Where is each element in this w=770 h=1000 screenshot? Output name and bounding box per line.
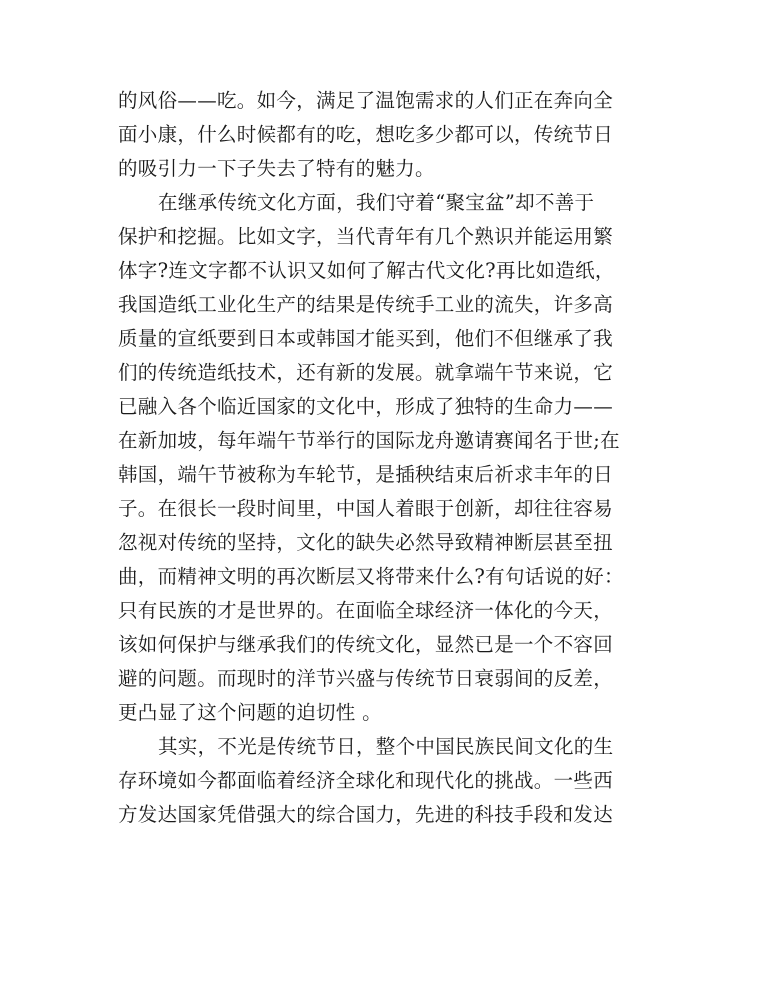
text-line: 避的问题。而现时的洋节兴盛与传统节日衰弱间的反差， — [118, 667, 614, 690]
text-line: 的风俗——吃。如今，满足了温饱需求的人们正在奔向全 — [118, 89, 614, 112]
text-line: 们的传统造纸技术，还有新的发展。就拿端午节来说，它 — [118, 361, 614, 384]
text-line: 存环境如今都面临着经济全球化和现代化的挑战。一些西 — [118, 769, 614, 792]
text-line: 该如何保护与继承我们的传统文化，显然已是一个不容回 — [118, 633, 614, 656]
text-line: 在新加坡，每年端午节举行的国际龙舟邀请赛闻名于世;在 — [118, 429, 620, 452]
text-line: 曲，而精神文明的再次断层又将带来什么?有句话说的好： — [118, 565, 624, 588]
text-line: 我国造纸工业化生产的结果是传统手工业的流失，许多高 — [118, 293, 614, 316]
text-line: 更凸显了这个问题的迫切性 。 — [118, 701, 382, 724]
paragraph-start-line: 其实，不光是传统节日，整个中国民族民间文化的生 — [158, 735, 614, 758]
paragraph-start-line: 在继承传统文化方面，我们守着“聚宝盆”却不善于 — [158, 191, 595, 214]
text-line: 韩国，端午节被称为车轮节，是插秧结束后祈求丰年的日 — [118, 463, 614, 486]
text-line: 只有民族的才是世界的。在面临全球经济一体化的今天， — [118, 599, 614, 622]
text-line: 的吸引力一下子失去了特有的魅力。 — [118, 157, 435, 180]
text-line: 已融入各个临近国家的文化中，形成了独特的生命力—— — [118, 395, 614, 418]
text-line: 体字?连文字都不认识又如何了解古代文化?再比如造纸， — [118, 259, 615, 282]
text-line: 方发达国家凭借强大的综合国力，先进的科技手段和发达 — [118, 803, 614, 826]
text-line: 忽视对传统的坚持，文化的缺失必然导致精神断层甚至扭 — [118, 531, 614, 554]
body-text — [118, 84, 658, 832]
text-line: 质量的宣纸要到日本或韩国才能买到，他们不但继承了我 — [118, 327, 614, 350]
text-line: 保护和挖掘。比如文字，当代青年有几个熟识并能运用繁 — [118, 225, 614, 248]
text-line: 面小康，什么时候都有的吃，想吃多少都可以，传统节日 — [118, 123, 614, 146]
text-line: 子。在很长一段时间里，中国人着眼于创新，却往往容易 — [118, 497, 614, 520]
